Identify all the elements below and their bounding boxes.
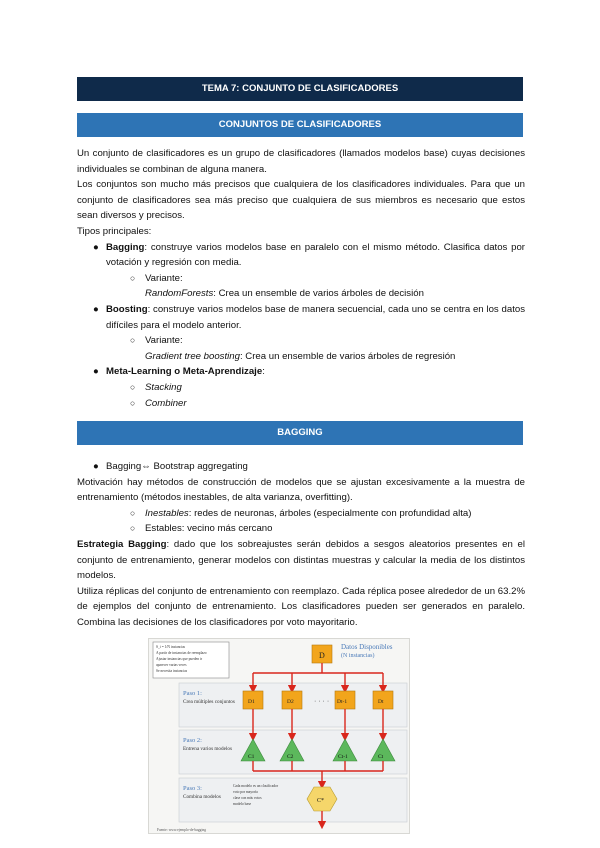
combine-note-3: clase con más votos xyxy=(233,796,262,800)
step2-label: Paso 2: xyxy=(183,737,202,744)
item-inestables xyxy=(77,506,525,522)
combine-note-4: modelo base xyxy=(233,802,252,806)
estables-text: Estables: vecino más cercano xyxy=(145,523,273,535)
meta-colon: : xyxy=(262,366,265,378)
bagging-variant-label: Variante: xyxy=(145,272,183,284)
boosting-variant-label: Variante: xyxy=(145,335,183,347)
step3-desc: Combina modelos xyxy=(183,794,221,800)
bullet-dot: ● xyxy=(93,366,99,378)
sub-bullet-circle: ○ xyxy=(130,397,136,408)
combined-label: C* xyxy=(317,798,325,804)
inestables-term: Inestables xyxy=(145,507,189,519)
dataset-label-4: Dt xyxy=(378,699,384,705)
note-line-3: Ajustar instancias que pueden ir xyxy=(156,657,203,661)
strategy-desc: : dado que los sobreajustes serán debidos a sesgos aleatorios presentes en el conjunto de entrenamiento, generar modelos con distintas muestras y calcular la media de los distintos modelos. xyxy=(77,538,525,582)
data-title: Datos Disponibles xyxy=(341,643,393,651)
model-label-1: C1 xyxy=(248,754,255,760)
sub-bullet-circle: ○ xyxy=(130,523,136,534)
dataset-label-2: D2 xyxy=(287,699,294,705)
sub-bullet-circle: ○ xyxy=(130,272,136,283)
model-label-4: Ct xyxy=(378,754,384,760)
step3-panel xyxy=(179,778,407,822)
sub-bullet-circle: ○ xyxy=(130,381,136,392)
bagging-desc: : construye varios modelos base en paralelo con el mismo método. Clasifica datos por votación y regresión con media. xyxy=(106,241,525,269)
step2-desc: Entrena varios modelos xyxy=(183,746,232,752)
randomforests-term: RandomForests xyxy=(145,288,214,300)
paragraph-precision: Los conjuntos son mucho más precisos que cualquiera de los clasificadores individuales. Para que un conjunto de clasificadores sea más preciso que cualquiera de sus miembros es necesario que estos sean diversos y precisos. xyxy=(77,179,525,222)
section2-body xyxy=(77,459,525,631)
model-label-2: C2 xyxy=(287,754,294,760)
bullet-bagging xyxy=(77,240,525,271)
boosting-term: Boosting xyxy=(106,303,148,315)
bullet-boosting xyxy=(77,302,525,333)
gradient-boosting-desc: : Crea un ensemble de varios árboles de regresión xyxy=(239,350,456,362)
dataset-label-1: D1 xyxy=(248,699,255,705)
types-label: Tipos principales: xyxy=(77,225,152,237)
bullet-dot: ● xyxy=(93,461,99,472)
sub-bullet-circle: ○ xyxy=(130,335,136,346)
randomforests-desc: : Crea un ensemble de varios árboles de decisión xyxy=(213,288,424,300)
bagging-term: Bagging xyxy=(106,241,145,253)
item-estables xyxy=(77,521,525,537)
bullet-meta-learning xyxy=(77,364,525,380)
note-line-2: A partir de instancias de reemplazo xyxy=(156,651,207,655)
document-title-bar: TEMA 7: CONJUNTO DE CLASIFICADORES xyxy=(77,77,523,101)
dataset-ellipsis: · · · · xyxy=(314,698,330,705)
section-heading-conjuntos: CONJUNTOS DE CLASIFICADORES xyxy=(77,113,523,137)
bullet-dot: ● xyxy=(93,303,99,315)
note-line-5: Se necesita instancias xyxy=(156,669,188,673)
bagging-variant xyxy=(77,271,525,287)
data-box-label: D xyxy=(319,651,325,660)
bagging-variant-detail xyxy=(77,286,525,302)
boosting-variant-detail xyxy=(77,349,525,365)
figure-footer: Fuente: www.ejemplo-de-bagging xyxy=(157,828,207,832)
paragraph-strategy xyxy=(77,537,525,584)
bullet-bootstrap xyxy=(77,459,525,475)
step1-desc: Crea múltiples conjuntos xyxy=(183,699,235,705)
paragraph-motivation: Motivación hay métodos de construcción de modelos que se ajustan excesivamente a la muestra de entrenamiento (métodos inestables, de alta varianza, overfitting). xyxy=(77,476,525,504)
step3-label: Paso 3: xyxy=(183,785,202,792)
paragraph-replicas: Utiliza réplicas del conjunto de entrenamiento con reemplazo. Cada réplica posee alrededor de un 63.2% de ejemplos del conjunto de entrenamiento. Los clasificadores pueden ser generados en paralelo. Combina las decisiones de los clasificadores por voto mayoritario. xyxy=(77,585,525,628)
section1-body xyxy=(77,146,525,411)
paragraph-definition: Un conjunto de clasificadores es un grupo de clasificadores (llamados modelos base) cuyas decisiones individuales se combinan de alguna manera. xyxy=(77,148,525,175)
combine-note-2: voto por mayoría xyxy=(233,790,258,794)
inestables-desc: : redes de neuronas, árboles (especialmente con profundidad alta) xyxy=(188,507,472,519)
strategy-term: Estrategia Bagging xyxy=(77,538,167,550)
bagging-diagram-svg xyxy=(149,639,410,834)
combine-note-1: Cada modelo es un clasificador xyxy=(233,784,279,788)
bullet-dot: ● xyxy=(93,241,99,253)
note-line-1: S_i = 1/N instancias xyxy=(156,645,186,649)
sub-bullet-circle: ○ xyxy=(130,507,136,518)
dataset-label-3: Dt-1 xyxy=(337,699,348,705)
meta-term: Meta-Learning o Meta-Aprendizaje xyxy=(106,366,263,378)
section-heading-bagging: BAGGING xyxy=(77,421,523,445)
bootstrap-text: Bagging⇔ Bootstrap aggregating xyxy=(106,461,248,472)
data-subtitle: (N instancias) xyxy=(341,653,375,659)
step1-label: Paso 1: xyxy=(183,690,202,697)
boosting-desc: : construye varios modelos base de manera secuencial, cada uno se centra en los datos difíciles para el modelo anterior. xyxy=(106,303,525,331)
bagging-diagram xyxy=(148,638,410,834)
gradient-boosting-term: Gradient tree boosting xyxy=(145,350,240,362)
meta-item-stacking xyxy=(77,380,525,396)
model-label-3: Ct-1 xyxy=(338,754,348,760)
combiner-label: Combiner xyxy=(145,397,187,409)
stacking-label: Stacking xyxy=(145,381,182,393)
boosting-variant xyxy=(77,333,525,349)
meta-item-combiner xyxy=(77,396,525,412)
note-line-4: aparecer varias veces xyxy=(156,663,187,667)
